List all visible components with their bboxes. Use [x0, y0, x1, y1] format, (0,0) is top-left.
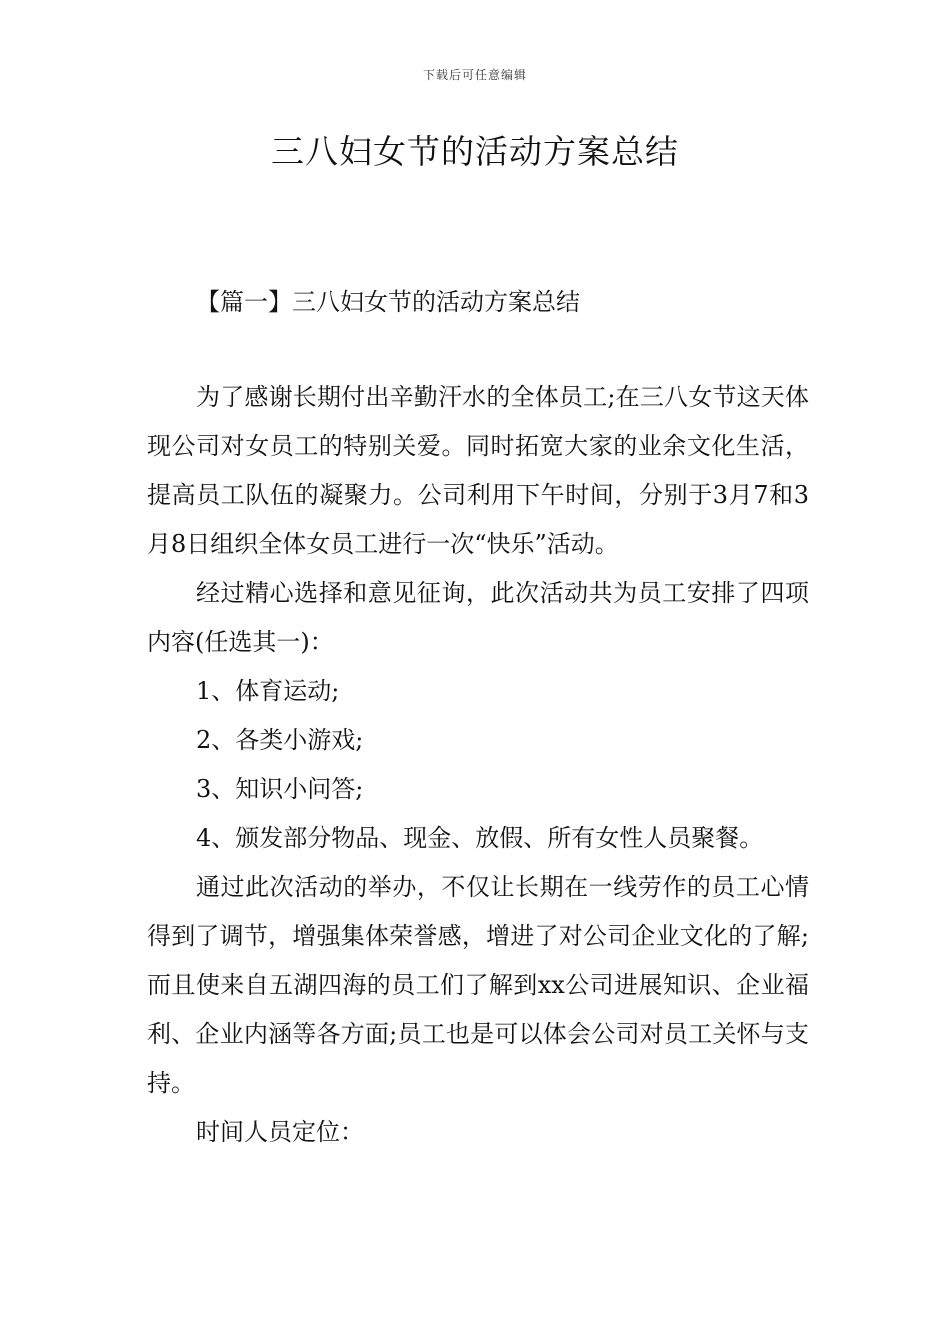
list-item-games: 2、各类小游戏;	[196, 726, 364, 754]
download-note: 下载后可任意编辑	[422, 68, 527, 82]
document-title: 三八妇女节的活动方案总结	[271, 132, 679, 171]
document-body	[147, 373, 809, 1157]
paragraph-outcome: 通过此次活动的举办，不仅让长期在一线劳作的员工心情得到了调节，增强集体荣誉感，增进了对公司企业文化的了解;而且使来自五湖四海的员工们了解到xx公司进展知识、企业福利、企业内涵等各方面;员工也是可以体会公司对员工关怀与支持。	[147, 873, 809, 1097]
paragraph-intro: 为了感谢长期付出辛勤汗水的全体员工;在三八女节这天体现公司对女员工的特别关爱。同时拓宽大家的业余文化生活，提高员工队伍的凝聚力。公司利用下午时间，分别于3月7和3月8日组织全体女员工进行一次“快乐”活动。	[147, 383, 809, 558]
list-item-rewards: 4、颁发部分物品、现金、放假、所有女性人员聚餐。	[196, 824, 764, 852]
paragraph-time-staff: 时间人员定位：	[196, 1118, 364, 1146]
list-item-sports: 1、体育运动;	[196, 677, 340, 705]
list-item-quiz: 3、知识小问答;	[196, 775, 364, 803]
section-heading: 【篇一】三八妇女节的活动方案总结	[196, 288, 580, 316]
paragraph-content-intro: 经过精心选择和意见征询，此次活动共为员工安排了四项内容(任选其一)：	[147, 579, 809, 656]
